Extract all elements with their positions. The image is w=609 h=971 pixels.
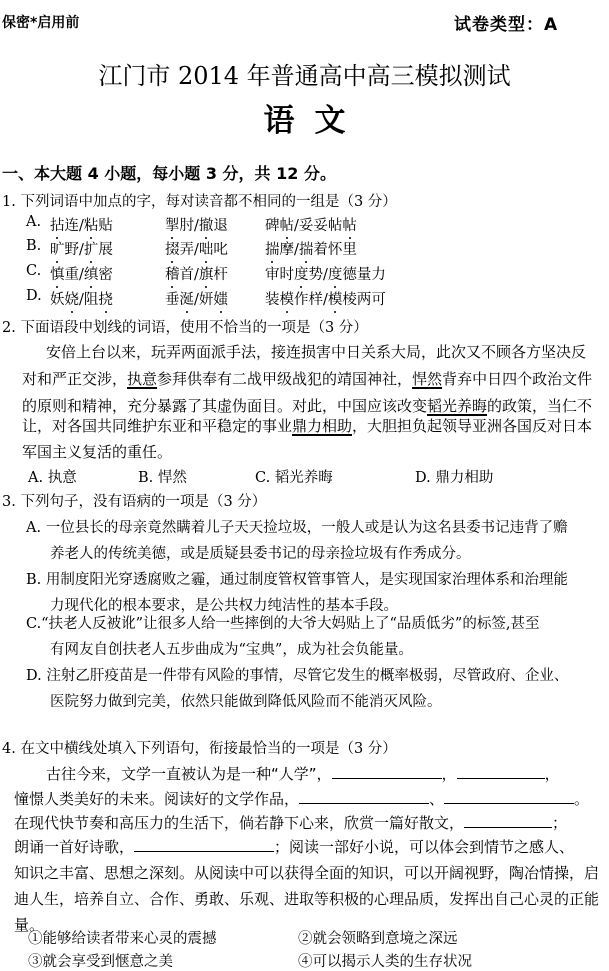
q4-choice-2: ②就会领略到意境之深远	[298, 931, 458, 947]
q4-line-7: 量。	[14, 916, 45, 934]
passage-line-3: 的原则和精神，充分暴露了其虚伪面目。对此，中国应该改变韬光养晦的政策，当仁不	[22, 397, 593, 415]
q3-option-d-line-1: D. 注射乙肝疫苗是一件带有风险的事情，尽管它发生的概率极弱，尽管政府、企业、	[26, 668, 569, 684]
option-d-group-2: 垂涎/妍媸	[165, 288, 228, 309]
question-4-stem: 4. 在文中横线处填入下列语句，衔接最恰当的一项是（3 分）	[2, 741, 397, 757]
q3-option-c-line-1: C.“扶老人反被讹”让很多人给一些摔倒的大爷大妈贴上了“品质低劣”的标签,甚至	[26, 616, 540, 632]
underlined-word-dingli: 鼎力相助	[292, 417, 353, 435]
q4-choice-4: ④可以揭示人类的生存状况	[298, 954, 472, 970]
subject-title: 语文	[263, 103, 366, 139]
option-c-group-1: 慎重/缜密	[50, 263, 113, 284]
fill-blank-1[interactable]	[332, 764, 442, 779]
q4-line-4: 朗诵一首好诗歌， ；阅读一部好小说，可以体会到情节之感人、	[14, 838, 575, 856]
option-b-label: B.	[26, 238, 42, 254]
q4-line-6: 迪人生，培养自立、合作、勇敢、乐观、进取等积极的心理品质，发挥出自己心灵的正能	[14, 890, 600, 908]
q2-option-b: B. 悍然	[138, 470, 187, 486]
fill-blank-2[interactable]	[457, 764, 545, 779]
passage-line-2: 对和严正交涉，执意参拜供奉有二战甲级战犯的靖国神社，悍然背弃中日四个政治文件	[22, 370, 593, 388]
underlined-word-hanran: 悍然	[412, 370, 443, 388]
option-d-group-3: 装模作样/模棱两可	[265, 288, 386, 309]
passage-line-1: 安倍上台以来，玩弄两面派手法，接连损害中日关系大局，此次又不顾各方坚决反	[46, 343, 587, 361]
passage-line-5: 军国主义复活的重任。	[22, 443, 173, 461]
option-b-group-3: 揣摩/揣着怀里	[265, 238, 357, 259]
q3-option-a-line-2: 养老人的传统美德，或是质疑县委书记的母亲捡垃圾有作秀成分。	[50, 546, 471, 562]
q4-line-5: 知识之丰富、思想之深刻。从阅读中可以获得全面的知识，可以开阔视野，陶冶情操，启	[14, 864, 600, 882]
q3-option-b-line-2: 力现代化的根本要求，是公共权力纯洁性的基本手段。	[50, 598, 398, 614]
option-a-group-1: 拈连/粘贴	[50, 214, 113, 235]
q4-line-2: 憧憬人类美好的未来。阅读好的文学作品， 、 。	[14, 790, 590, 808]
option-b-group-2: 掇弄/咄叱	[165, 238, 228, 259]
option-a-group-2: 掣肘/撤退	[165, 214, 228, 235]
passage-line-4: 让，对各国共同维护东亚和平稳定的事业鼎力相助，大胆担负起领导亚洲各国反对日本	[22, 417, 593, 435]
q4-line-1: 古往今来，文学一直被认为是一种“人学”， ， ，	[46, 765, 560, 783]
fill-blank-3[interactable]	[299, 789, 429, 804]
question-3-stem: 3. 下列句子，没有语病的一项是（3 分）	[2, 494, 267, 510]
q4-choice-3: ③就会享受到惬意之美	[28, 954, 173, 970]
option-b-group-1: 旷野/扩展	[50, 238, 113, 259]
option-c-label: C.	[26, 263, 42, 279]
underlined-word-taoguang: 韬光养晦	[427, 397, 488, 415]
option-d-group-1: 妖娆/阻挠	[50, 288, 113, 309]
confidential-label: 保密*启用前	[2, 15, 80, 31]
question-2-stem: 2. 下面语段中划线的词语，使用不恰当的一项是（3 分）	[2, 320, 368, 336]
paper-type-label: 试卷类型：A	[454, 15, 559, 35]
q3-option-d-line-2: 医院努力做到完美，依然只能做到降低风险而不能消灭风险。	[50, 694, 442, 710]
option-c-group-2: 稽首/旗杆	[165, 263, 228, 284]
option-a-label: A.	[26, 214, 42, 230]
option-d-label: D.	[26, 288, 42, 304]
option-c-group-3: 审时度势/度德量力	[265, 263, 386, 284]
q2-option-a: A. 执意	[28, 470, 77, 486]
section-heading: 一、本大题 4 小题，每小题 3 分，共 12 分。	[2, 164, 336, 183]
option-a-group-3: 碑帖/妥妥帖帖	[265, 214, 357, 235]
q4-choice-1: ①能够给读者带来心灵的震撼	[28, 931, 217, 947]
q3-option-a-line-1: A. 一位县长的母亲竟然瞒着儿子天天捡垃圾，一般人或是认为这名县委书记违背了赡	[26, 520, 568, 536]
q3-option-b-line-1: B. 用制度阳光穿透腐败之霾，通过制度管权管事管人，是实现国家治理体系和治理能	[26, 572, 568, 588]
q4-line-3: 在现代快节奏和高压力的生活下，倘若静下心来，欣赏一篇好散文， ；	[14, 814, 568, 832]
fill-blank-4[interactable]	[444, 789, 574, 804]
q2-option-c: C. 韬光养晦	[255, 470, 333, 486]
question-1-stem: 1. 下列词语中加点的字，每对读音都不相同的一组是（3 分）	[2, 194, 397, 210]
exam-title: 江门市 2014 年普通高中高三模拟测试	[98, 62, 511, 90]
fill-blank-6[interactable]	[134, 837, 274, 852]
fill-blank-5[interactable]	[464, 813, 552, 828]
q3-option-c-line-2: 有网友自创扶老人五步曲成为“宝典”，成为社会负能量。	[50, 642, 413, 658]
q2-option-d: D. 鼎力相助	[415, 470, 494, 486]
underlined-word-zhiyi: 执意	[127, 370, 158, 388]
